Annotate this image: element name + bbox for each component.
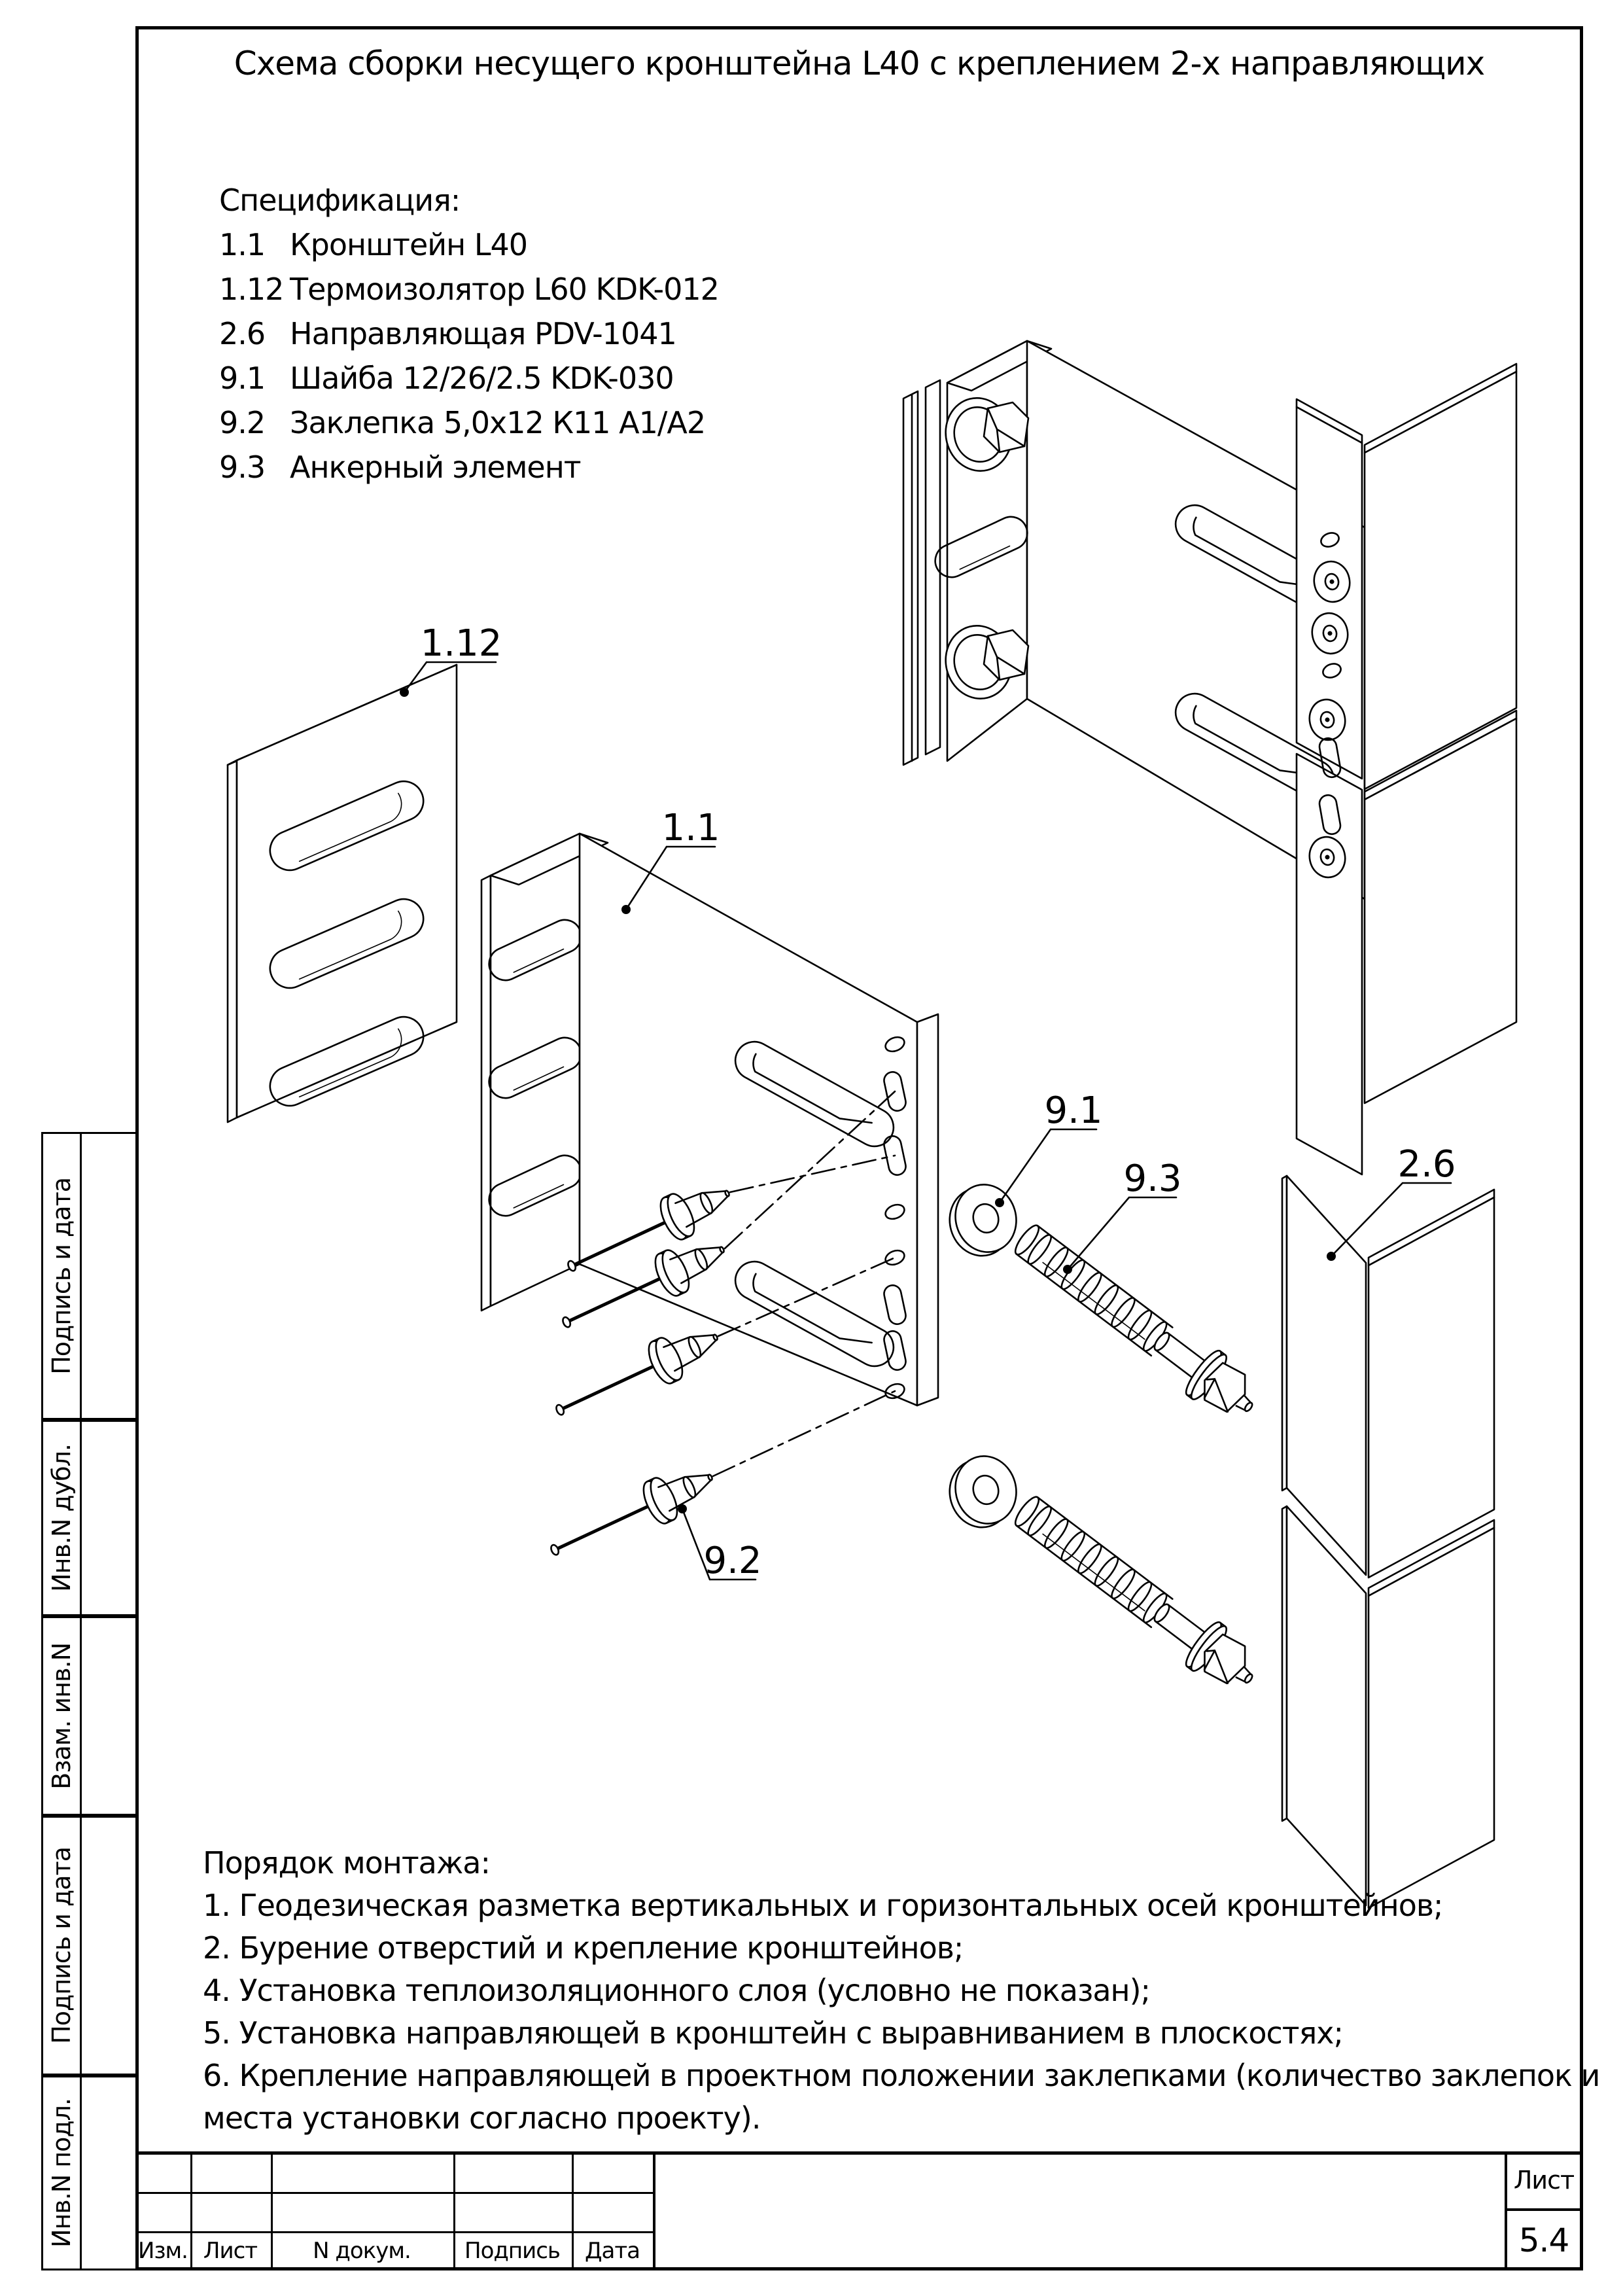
sidebar-cell-signature-date-2 [41,1816,82,2075]
spec-item-name: Кронштейн L40 [290,227,528,262]
revision-header-data: Дата [584,2238,640,2264]
sidebar-cell-vzam-inv [41,1616,82,1816]
bracket-exploded [481,834,938,1405]
revision-col-line [271,2151,273,2270]
sidebar-label: Подпись и дата [47,1847,76,2044]
assembled-insulator [903,380,940,765]
montage-step: 6. Крепление направляющей в проектном положении заклепками (количество заклепок и [203,2058,1600,2093]
montage-step: 4. Установка теплоизоляционного слоя (условно не показан); [203,1973,1151,2008]
sheet-box-left-line [1505,2151,1507,2270]
revision-row-line [135,2231,653,2233]
revision-col-line [572,2151,574,2270]
spec-item-name: Анкерный элемент [290,450,581,485]
montage-step: 1. Геодезическая разметка вертикальных и горизонтальных осей кронштейнов; [203,1888,1443,1923]
sidebar-label: Подпись и дата [47,1177,76,1375]
sidebar-cell-inv-podl [41,2075,82,2270]
callout-bracket-label: 1.1 [661,807,720,849]
callout-guide-label: 2.6 [1397,1143,1456,1186]
washers [941,1177,1025,1534]
montage-step: 5. Установка направляющей в кронштейн с выравниванием в плоскостях; [203,2015,1343,2051]
spec-item-name: Заклепка 5,0х12 К11 А1/А2 [290,405,706,440]
callout-washer [995,1089,1103,1207]
sidebar-cell-signature-date-1 [41,1132,82,1420]
sidebar-label: Инв.N дубл. [47,1444,76,1592]
spec-item-number: 1.12 [219,272,284,307]
montage-heading: Порядок монтажа: [203,1845,490,1881]
spec-item-name: Направляющая PDV-1041 [290,316,676,351]
spec-item-number: 9.2 [219,405,266,440]
montage-step: 2. Бурение отверстий и крепление кронштейнов; [203,1930,964,1966]
callout-washer-label: 9.1 [1044,1089,1103,1132]
montage-order [203,1842,1599,2140]
callout-rivet-label: 9.2 [703,1540,762,1582]
guide-rail-exploded [1282,1176,1494,1908]
thermal-insulator-exploded [228,665,457,1122]
titleblock-top-line [135,2151,1583,2155]
spec-item-number: 9.1 [219,361,266,396]
sidebar-cell-inv-dupl [41,1420,82,1616]
spec-item-number: 1.1 [219,227,266,262]
revision-col-line [453,2151,455,2270]
revision-col-line [190,2151,192,2270]
sheet-label: Лист [1513,2166,1575,2195]
revision-header-izm: Изм. [138,2238,188,2264]
spec-item-number: 9.3 [219,450,266,485]
revision-row-line [135,2192,653,2194]
sidebar-empty-cell [80,1420,137,1616]
sheet-box-divider [1505,2208,1583,2211]
drawing-title: Схема сборки несущего кронштейна L40 с креплением 2-х направляющих [234,44,1485,82]
revision-header-podpis: Подпись [464,2238,560,2264]
specification-heading: Спецификация: [219,183,461,218]
revision-header-ndokum: N докум. [313,2238,411,2264]
spec-item-name: Термоизолятор L60 KDK-012 [290,272,719,307]
spec-item-name: Шайба 12/26/2.5 KDK-030 [290,361,674,396]
sheet-number: 5.4 [1518,2221,1569,2259]
revision-col-line [653,2151,655,2270]
callout-anchor [1063,1157,1182,1274]
sidebar-label: Взам. инв.N [47,1642,76,1790]
assembled-view [903,341,1516,1174]
anchors [1006,1214,1268,1702]
revision-header-list: Лист [203,2238,258,2264]
callout-anchor-label: 9.3 [1123,1157,1182,1200]
spec-item-number: 2.6 [219,316,266,351]
sidebar-empty-cell [80,2075,137,2270]
callout-rivet [678,1504,762,1582]
callout-insulator-label: 1.12 [420,622,502,665]
sidebar-label: Инв.N подл. [47,2098,76,2248]
sidebar-empty-cell [80,1132,137,1420]
sidebar-empty-cell [80,1816,137,2075]
sidebar-empty-cell [80,1616,137,1816]
montage-step: места установки согласно проекту). [203,2100,761,2136]
